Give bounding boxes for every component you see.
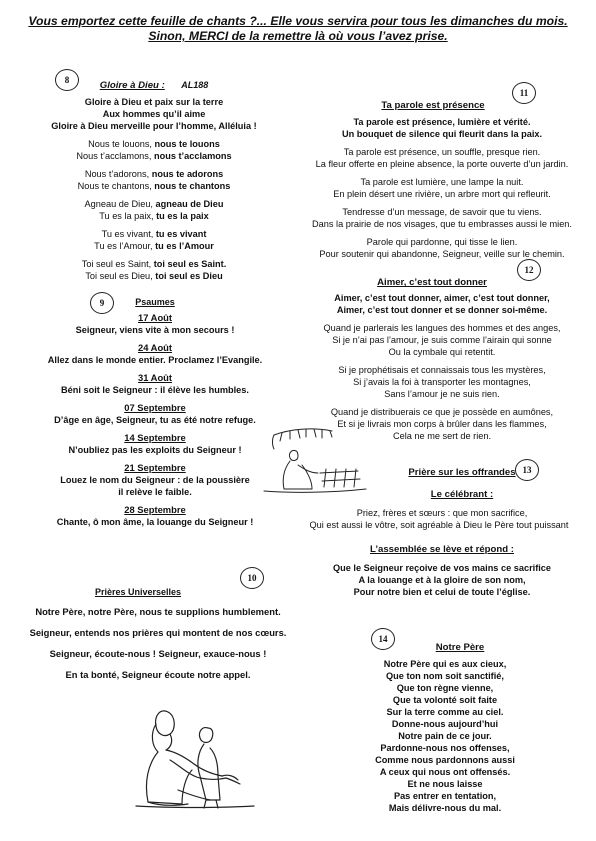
- aimer-verse-line: Sans l’amour je ne suis rien.: [384, 389, 500, 399]
- song-number-badge: 10: [240, 567, 264, 589]
- psaume-text: Seigneur, viens vite à mon secours !: [75, 325, 235, 335]
- parole-verse-line: Parole qui pardonne, qui tisse le lien.: [366, 237, 518, 247]
- parole-verse-line: Tendresse d’un message, de savoir que tu viens.: [342, 207, 542, 217]
- psaume-date: 28 Septembre: [124, 504, 186, 515]
- aimer-refrain-line: Aimer, c’est tout donner, aimer, c’est tout donner,: [334, 293, 550, 303]
- aimer-verse-line: Et si je livrais mon corps à brûler dans les flammes,: [337, 419, 547, 429]
- gloire-verse-line: Toi seul es Dieu, toi seul es Dieu: [85, 271, 223, 281]
- prieres-line: Seigneur, écoute-nous ! Seigneur, exauce-nous !: [49, 648, 267, 659]
- aimer-verse-line: Si je n’ai pas l’amour, je suis comme l’airain qui sonne: [332, 335, 552, 345]
- psaume-text: il relève le faible.: [118, 487, 192, 497]
- psaume-text: N’oubliez pas les exploits du Seigneur !: [68, 445, 242, 455]
- page-header: [0, 14, 596, 44]
- gloire-refrain-line: Aux hommes qu’il aime: [102, 109, 206, 119]
- prieres-line: Seigneur, entends nos prières qui montent de nos cœurs.: [29, 627, 287, 638]
- aimer-title: Aimer, c’est tout donner: [377, 277, 487, 288]
- parole-refrain-line: Un bouquet de silence qui fleurit dans la paix.: [341, 129, 543, 139]
- gloire-verse-line: Toi seul es Saint, toi seul es Saint.: [81, 259, 227, 269]
- psaume-text: Allez dans le monde entier. Proclamez l’Evangile.: [47, 355, 263, 365]
- celebrant-line: Qui est aussi le vôtre, soit agréable à Dieu le Père tout puissant: [309, 520, 569, 530]
- gloire-refrain-line: Gloire à Dieu et paix sur la terre: [84, 97, 224, 107]
- parole-section: [296, 95, 588, 260]
- parole-verse-line: Pour soutenir qui abandonne, Seigneur, veille sur le chemin.: [319, 249, 565, 259]
- notre-pere-line: A ceux qui nous ont offensés.: [379, 767, 511, 777]
- song-number-badge: 13: [515, 459, 539, 481]
- notre-pere-line: Que ton nom soit sanctifié,: [386, 671, 504, 681]
- gloire-verse-line: Nous t’acclamons, nous t’acclamons: [76, 151, 232, 161]
- gloire-verse-line: Agneau de Dieu, agneau de Dieu: [84, 199, 224, 209]
- header-line-1: Vous emportez cette feuille de chants ?... Elle vous servira pour tous les dimanches du mois.: [28, 14, 568, 28]
- psaume-text: Chante, ô mon âme, la louange du Seigneur !: [56, 517, 254, 527]
- notre-pere-line: Sur la terre comme au ciel.: [386, 707, 504, 717]
- aimer-verse-line: Ou la cymbale qui retentit.: [388, 347, 496, 357]
- psaume-date: 07 Septembre: [124, 402, 186, 413]
- psaume-text: Béni soit le Seigneur : il élève les humbles.: [61, 385, 249, 395]
- prieres-title: Prières Universelles: [94, 587, 182, 597]
- aimer-verse-line: Si je prophétisais et connaissais tous les mystères,: [338, 365, 546, 375]
- parole-verse-line: En plein désert une rivière, un arbre mort qui refleurit.: [333, 189, 551, 199]
- gloire-title: Gloire à Dieu :: [99, 80, 165, 91]
- parole-title: Ta parole est présence: [381, 100, 485, 111]
- assemblee-line: A la louange et à la gloire de son nom,: [358, 575, 526, 585]
- notre-pere-title: Notre Père: [435, 642, 485, 653]
- gloire-verse-line: Tu es la paix, tu es la paix: [99, 211, 209, 221]
- assemblee-label: L’assemblée se lève et répond :: [370, 544, 514, 555]
- notre-pere-line: Pas entrer en tentation,: [393, 791, 497, 801]
- psaume-date: 17 Août: [137, 312, 173, 323]
- song-number-badge: 11: [512, 82, 536, 104]
- notre-pere-line: Donne-nous aujourd’hui: [391, 719, 499, 729]
- gloire-refrain-line: Gloire à Dieu merveille pour l’homme, Alléluia !: [51, 121, 257, 131]
- notre-pere-line: Mais délivre-nous du mal.: [388, 803, 502, 813]
- parole-verse-line: Ta parole est présence, un souffle, presque rien.: [343, 147, 541, 157]
- song-number-badge: 12: [517, 259, 541, 281]
- gloire-ref: AL188: [181, 80, 209, 90]
- parole-verse-line: La fleur offerte en pleine absence, la porte ouverte d’un jardin.: [315, 159, 569, 169]
- gloire-section: [14, 75, 294, 282]
- gloire-verse-line: Nous te louons, nous te louons: [88, 139, 220, 149]
- notre-pere-line: Comme nous pardonnons aussi: [375, 755, 515, 765]
- header-line-2: Sinon, MERCI de la remettre là où vous l’avez prise.: [148, 29, 448, 43]
- notre-pere-line: Que ta volonté soit faite: [392, 695, 498, 705]
- song-number-badge: 8: [55, 69, 79, 91]
- offrandes-title: Prière sur les offrandes: [408, 467, 516, 478]
- parole-refrain-line: Ta parole est présence, lumière et vérité.: [353, 117, 531, 127]
- song-number-badge: 14: [371, 628, 395, 650]
- assemblee-line: Pour notre bien et celui de toute l’église.: [353, 587, 531, 597]
- gloire-verse-line: Nous te chantons, nous te chantons: [77, 181, 231, 191]
- psaumes-section: [10, 292, 300, 528]
- psaumes-title: Psaumes: [135, 297, 175, 307]
- notre-pere-section: [330, 637, 560, 814]
- offrandes-section: [296, 462, 588, 598]
- psaume-date: 21 Septembre: [124, 462, 186, 473]
- psaume-date: 31 Août: [137, 372, 173, 383]
- assemblee-line: Que le Seigneur reçoive de vos mains ce sacrifice: [332, 563, 552, 573]
- psaume-text: D’âge en âge, Seigneur, tu as été notre refuge.: [54, 415, 256, 425]
- psaume-text: Louez le nom du Seigneur : de la poussière: [60, 475, 250, 485]
- notre-pere-line: Notre pain de ce jour.: [398, 731, 492, 741]
- psaume-date: 14 Septembre: [124, 432, 186, 443]
- aimer-verse-line: Quand je distribuerais ce que je possède en aumônes,: [330, 407, 554, 417]
- aimer-refrain-line: Aimer, c’est tout donner et se donner soi-même.: [336, 305, 548, 315]
- aimer-verse-line: Quand je parlerais les langues des hommes et des anges,: [323, 323, 561, 333]
- notre-pere-line: Et ne nous laisse: [407, 779, 483, 789]
- song-number-badge: 9: [90, 292, 114, 314]
- prieres-line: Notre Père, notre Père, nous te supplions humblement.: [35, 606, 281, 617]
- gloire-verse-line: Nous t’adorons, nous te adorons: [84, 169, 224, 179]
- aimer-verse-line: Cela ne me sert de rien.: [392, 431, 492, 441]
- prieres-section: [10, 582, 306, 681]
- celebrant-line: Priez, frères et sœurs : que mon sacrifice,: [356, 508, 528, 518]
- psaume-date: 24 Août: [137, 342, 173, 353]
- jesus-child-illustration: [130, 690, 260, 812]
- prieres-line: En ta bonté, Seigneur écoute notre appel.: [65, 669, 251, 680]
- notre-pere-line: Notre Père qui es aux cieux,: [383, 659, 507, 669]
- parole-verse-line: Ta parole est lumière, une lampe la nuit.: [360, 177, 524, 187]
- aimer-section: [296, 272, 588, 442]
- parole-verse-line: Dans la prairie de nos visages, que tu embrasses aussi le mien.: [312, 219, 572, 229]
- celebrant-label: Le célébrant :: [430, 489, 494, 500]
- gloire-verse-line: Tu es vivant, tu es vivant: [101, 229, 207, 239]
- notre-pere-line: Que ton règne vienne,: [396, 683, 494, 693]
- gloire-verse-line: Tu es l’Amour, tu es l’Amour: [94, 241, 214, 251]
- aimer-verse-line: Si j’avais la foi à transporter les montagnes,: [353, 377, 531, 387]
- notre-pere-line: Pardonne-nous nos offenses,: [380, 743, 510, 753]
